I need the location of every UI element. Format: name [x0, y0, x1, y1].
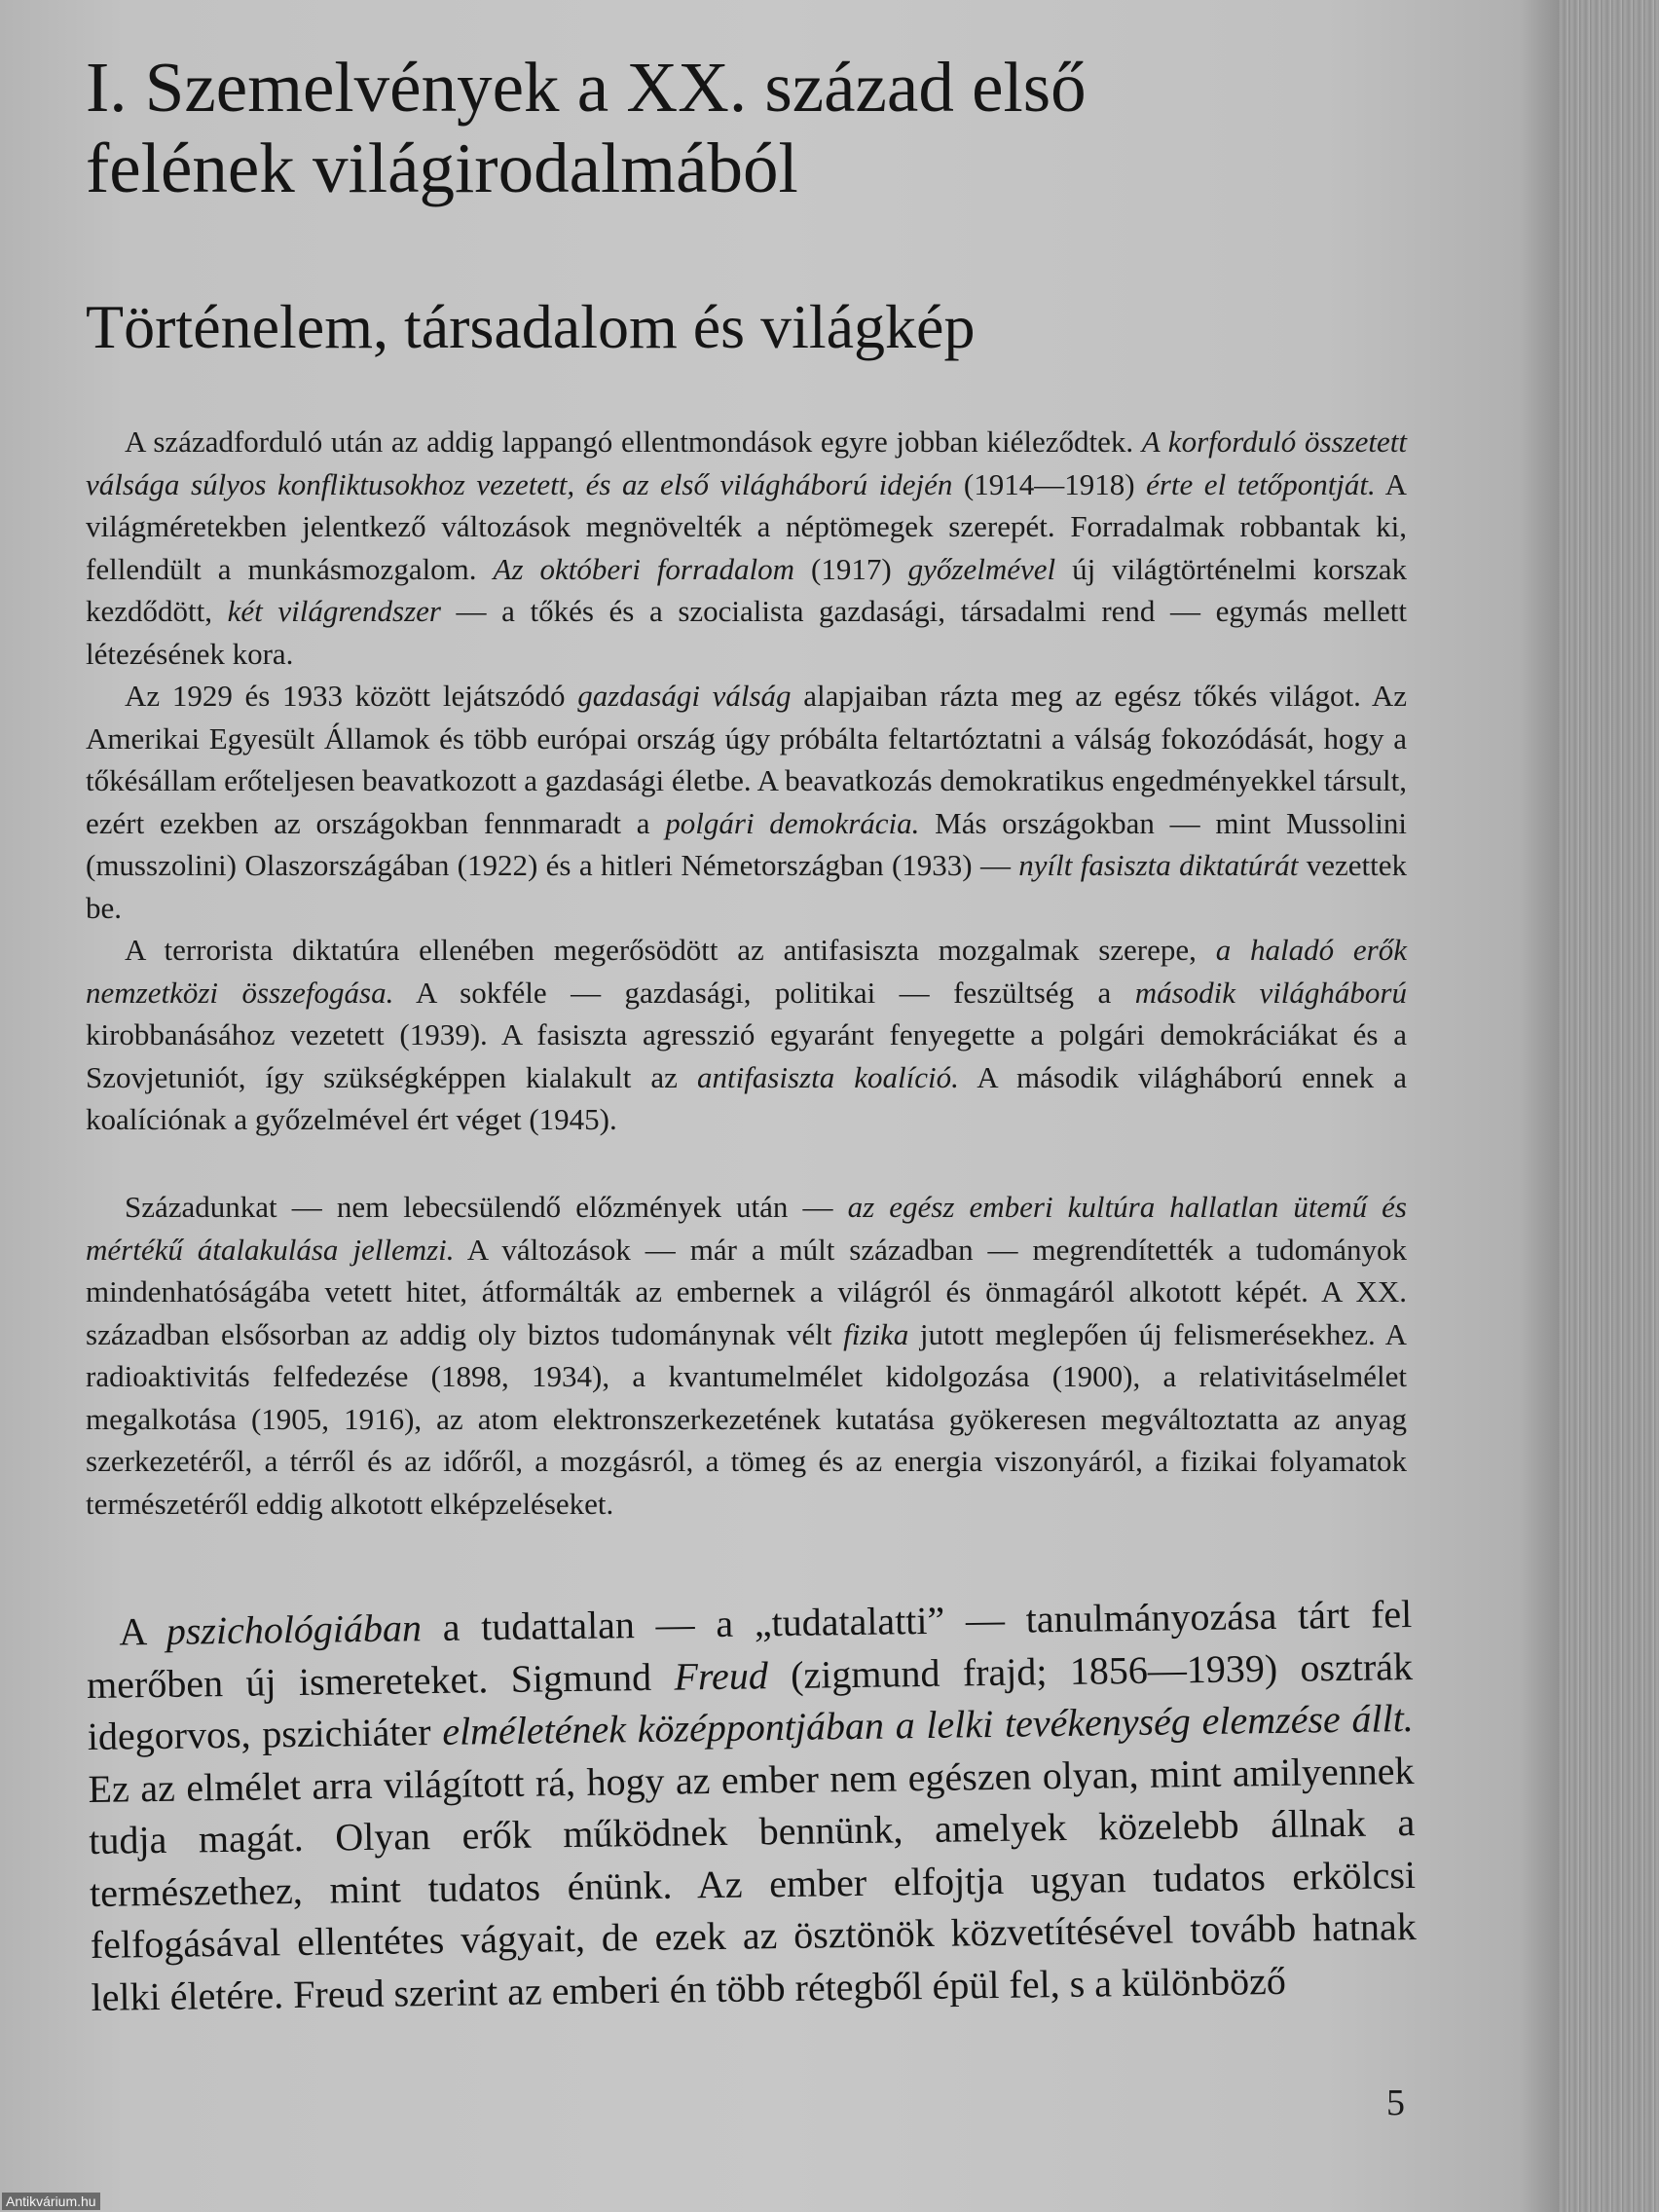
paragraph-text: A sokféle — gazdasági, politikai — feszültség a — [393, 975, 1135, 1010]
emphasis-text: gazdasági válság — [577, 679, 792, 713]
paragraph-text: Századunkat — nem lebecsülendő előzmények után — — [125, 1190, 848, 1224]
paragraph-text: Ez az elmélet arra világított rá, hogy az ember nem egészen olyan, mint amilyennek tudja magát. Olyan erők működnek bennünk, amelyek közelebb állnak a természethez, mint tudatos énünk. Az ember elfojtja ugyan tudatos erkölcsi felfogásával ellentétes vágyait, de ezek az ösztönök közvetítésével tovább hatnak lelki életére. Freud szerint az emberi én több rétegből épül fel, s a különböző — [88, 1748, 1418, 2019]
paragraph-text: (1917) — [794, 551, 908, 586]
body-text-block-2 — [86, 1186, 1407, 1525]
emphasis-text: győzelmével — [907, 551, 1056, 586]
emphasis-text: pszichológiában — [166, 1605, 423, 1653]
emphasis-text: fizika — [843, 1316, 909, 1351]
paragraph-text: Az 1929 és 1933 között lejátszódó — [125, 679, 578, 713]
page-number: 5 — [1386, 2083, 1405, 2123]
body-text-block-3 — [86, 1588, 1418, 2023]
emphasis-text: második világháború — [1134, 975, 1407, 1010]
paragraph-text: (zigmund frajd; 1856—1939) osztrák idegorvos, pszichiáter — [87, 1643, 1414, 1758]
paragraph-text: — a tőkés és a szocialista gazdasági, társadalmi rend — egymás mellett létezésének kora. — [86, 594, 1407, 671]
emphasis-text: A korforduló összetett válsága súlyos konfliktusokhoz vezetett, és az első világháború idején — [86, 424, 1407, 501]
paragraph-text: A — [119, 1608, 167, 1654]
emphasis-text: a haladó erők nemzetközi összefogása. — [86, 933, 1407, 1010]
emphasis-text: polgári demokrácia. — [665, 805, 920, 840]
paragraph-text: a tudattalan — a „tudatalatti” — tanulmányozása tárt fel merőben új ismereteket. Sigmund — [86, 1591, 1413, 1707]
chapter-title-line-1: I. Szemelvények a XX. század első — [86, 48, 1087, 127]
paragraph-text: új világtörténelmi korszak kezdődött, — [86, 551, 1407, 628]
paragraph-text: vezettek be. — [86, 848, 1407, 925]
chapter-title — [86, 47, 1449, 208]
page-gutter-shadow — [1519, 0, 1558, 2212]
section-title: Történelem, társadalom és világkép — [86, 292, 976, 361]
emphasis-text: antifasiszta koalíció. — [696, 1059, 959, 1094]
paragraph-text: Más országokban — mint Mussolini (musszolini) Olaszországában (1922) és a hitleri Németországban (1933) — — [86, 805, 1407, 882]
paragraph-text: A második világháború ennek a koalíciónak a győzelmével ért véget (1945). — [86, 1059, 1407, 1136]
body-text-block-1 — [86, 421, 1407, 1141]
paragraph-text: jutott meglepően új felismerésekhez. A radioaktivitás felfedezése (1898, 1934), a kvantumelmélet kidolgozása (1900), a relativitáselmélet megalkotása (1905, 1916), az atom elektronszerkezetének kutatása gyökeresen megváltoztatta az anyag szerkezetéről, a térről és az időről, a mozgásról, a tömeg és az energia viszonyáról, a fizikai folyamatok természetéről eddig alkotott elképzeléseket. — [86, 1316, 1407, 1521]
book-page-edges — [1558, 0, 1659, 2212]
emphasis-text: Freud — [674, 1652, 769, 1699]
chapter-title-line-2: felének világirodalmából — [86, 129, 798, 207]
paragraph-text: A világméretekben jelentkező változások megnövelték a néptömegek szerepét. Forradalmak robbantak ki, fellendült a munkásmozgalom. — [86, 466, 1407, 586]
paragraph-text: A terrorista diktatúra ellenében megerősödött az antifasiszta mozgalmak szerepe, — [125, 933, 1216, 967]
emphasis-text: Az októberi forradalom — [493, 551, 795, 586]
paragraph-text: alapjaiban rázta meg az egész tőkés világot. Az Amerikai Egyesült Államok és több európai ország úgy próbálta feltartóztatni a válság fokozódását, hogy a tőkésállam erőteljesen beavatkozott a gazdasági életbe. A beavatkozás demokratikus engedményekkel társult, ezért ezekben az országokban fennmaradt a — [86, 679, 1407, 840]
watermark: Antikvárium.hu — [2, 2193, 100, 2210]
emphasis-text: két világrendszer — [227, 594, 441, 628]
emphasis-text: nyílt fasiszta diktatúrát — [1018, 848, 1299, 882]
paragraph-text: A változások — már a múlt században — megrendítették a tudományok mindenhatóságába vetett hitet, átformálták az embernek a világról és önmagáról alkotott képét. A XX. században elsősorban az addig oly biztos tudománynak vélt — [86, 1232, 1407, 1351]
emphasis-text: érte el tetőpontját. — [1146, 466, 1376, 501]
emphasis-text: az egész emberi kultúra hallatlan ütemű és mértékű átalakulása jellemzi. — [86, 1190, 1407, 1267]
paragraph-text: (1914—1918) — [952, 466, 1147, 501]
paragraph-text: A századforduló után az addig lappangó ellentmondások egyre jobban kiéleződtek. — [125, 424, 1142, 459]
paragraph-text: kirobbanásához vezetett (1939). A fasiszta agresszió egyaránt fenyegette a polgári demokráciákat és a Szovjetuniót, így szükségképpen kialakult az — [86, 1017, 1407, 1094]
emphasis-text: elméletének középpontjában a lelki tevékenység elemzése állt. — [441, 1695, 1415, 1753]
